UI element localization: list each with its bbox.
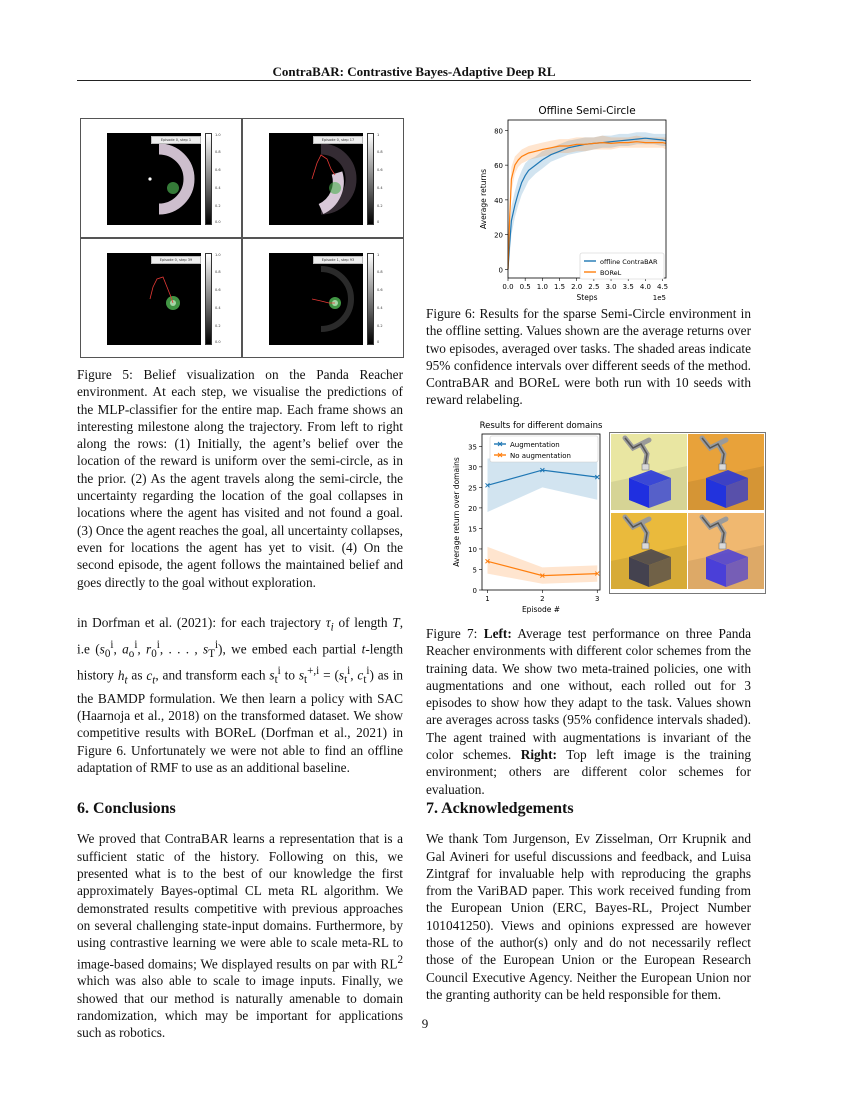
x-axis-label: Episode # (521, 605, 561, 614)
y-tick-label: 5 (472, 566, 477, 575)
panel-legend: Episode 1, step 93 (313, 256, 363, 264)
legend-label: BOReL (600, 269, 622, 277)
robot-image-training (611, 434, 687, 510)
x-scale-label: 1e5 (652, 294, 666, 302)
y-tick-label: 60 (494, 162, 503, 171)
cbar-tick: 0.6 (215, 168, 221, 172)
page-number: 9 (421, 1016, 429, 1031)
cbar-tick: 1 (377, 253, 380, 257)
panel-legend: Episode 0, step 17 (313, 136, 363, 144)
x-tick-label: 2.0 (571, 283, 583, 291)
y-tick-label: 25 (468, 484, 477, 493)
x-tick-label: 1.5 (553, 283, 566, 291)
belief-map (269, 133, 363, 225)
y-tick-label: 80 (494, 127, 503, 136)
x-tick-label: 2.5 (588, 283, 600, 291)
cbar-tick: 0.0 (215, 340, 221, 344)
cbar-tick: 0.2 (215, 204, 221, 208)
cbar-tick: 0.4 (377, 306, 383, 310)
chart-title: Offline Semi-Circle (538, 105, 636, 117)
cbar-tick: 0.0 (215, 220, 221, 224)
x-tick-label: 3.5 (622, 283, 634, 291)
cbar-tick: 0.8 (215, 270, 221, 274)
robot-gripper (719, 543, 726, 549)
y-tick-label: 20 (494, 231, 503, 240)
cbar-tick: 0.4 (215, 306, 221, 310)
robot-gripper (642, 464, 649, 470)
colorbar (367, 253, 374, 345)
panel-legend: Episode 0, step 1 (151, 136, 201, 144)
robot-image-eval (688, 513, 764, 589)
robot-gripper (642, 543, 649, 549)
conclusions-heading: 6. Conclusions (77, 800, 176, 818)
figure-6-caption (426, 305, 751, 409)
chart-title: Results for different domains (479, 421, 603, 431)
legend-label: Augmentation (510, 441, 560, 449)
robot-scene (611, 434, 687, 510)
y-tick-label: 35 (468, 443, 477, 452)
cbar-tick: 0.6 (377, 168, 383, 172)
figure-7-caption (426, 625, 751, 798)
cbar-tick: 0.8 (377, 150, 383, 154)
belief-map (107, 253, 201, 345)
y-tick-label: 0 (498, 266, 503, 275)
cbar-tick: 0 (377, 340, 380, 344)
cbar-tick: 0.6 (215, 288, 221, 292)
running-header: ContraBAR: Contrastive Bayes-Adaptive Deep RL (272, 64, 556, 79)
robot-scene (688, 513, 764, 589)
belief-panel-3 (80, 238, 242, 358)
caption-text: Figure 6: Results for the sparse Semi-Circle environment in the offline setting. Values shown are the average returns over two episodes, averaged over tasks. The shaded areas indicate 95% confidence intervals over different seeds of the method. ContraBAR and BOReL were both run with 10 seeds with reward relabeling. (426, 306, 751, 408)
left-body (77, 614, 403, 1041)
acknowledgements-heading: 7. Acknowledgements (426, 800, 574, 817)
x-tick-label: 0.5 (519, 283, 531, 291)
legend-label: No augmentation (510, 452, 571, 460)
y-tick-label: 40 (494, 196, 503, 205)
colorbar (205, 253, 212, 345)
belief-panel-1 (80, 118, 242, 238)
cbar-tick: 0.6 (377, 288, 383, 292)
cbar-tick: 0 (377, 220, 380, 224)
colorbar (367, 133, 374, 225)
y-tick-label: 20 (468, 504, 477, 513)
y-axis-label: Average return over domains (452, 457, 461, 567)
x-tick-label: 1 (485, 595, 490, 603)
offline-semi-circle-chart (478, 102, 678, 302)
cbar-tick: 1 (377, 133, 380, 137)
conclusions-paragraph: We proved that ContraBAR learns a representation that is a sufficient static of the history. Following on this, we presented what is to the best of our knowledge the first approximately Bayes-optimal CL meta RL algorithm. We demonstrated results competitive with previous approaches on several challenging state-input domains. Furthermore, by using contrastive learning we were able to scale meta-RL to image-based domains; We displayed results on par with $RL^2$ which was also able to scale to image inputs. Finally, we showed that our method is naturally amenable to domain randomization, which may be important for applications such as robotics. (77, 831, 403, 1041)
x-tick-label: 4.0 (639, 283, 651, 291)
legend-box (580, 253, 664, 279)
cbar-tick: 1.0 (215, 253, 221, 257)
legend-label: offline ContraBAR (600, 258, 658, 266)
cbar-tick: 0.4 (215, 186, 221, 190)
panel-legend: Episode 0, step 39 (151, 256, 201, 264)
robot-grid (609, 432, 766, 594)
acknowledgements-paragraph: We thank Tom Jurgenson, Ev Zisselman, Orr Krupnik and Gal Avineri for useful discussions and feedback, and Luisa Zintgraf for invaluable help with reproducing the graphs from the VariBAD paper. This work received funding from the European Union (ERC, Bayes-RL, Project Number 101041250). Views and opinions expressed are however those of the author(s) only and do not necessarily reflect those of the European Union or the European Research Council Executive Agency. Neither the European Union nor the granting authority can be held responsible for them. (426, 831, 751, 1002)
cbar-tick: 0.2 (377, 324, 383, 328)
x-tick-label: 2 (540, 595, 545, 603)
cbar-tick: 1.0 (215, 133, 221, 137)
robot-scene (688, 434, 764, 510)
cbar-tick: 0.4 (377, 186, 383, 190)
acknowledgements-section (426, 800, 751, 1003)
y-tick-label: 0 (472, 587, 477, 595)
belief-map (269, 253, 363, 345)
robot-image-eval (611, 513, 687, 589)
caption-text: Figure 5: Belief visualization on the Panda Reacher environment. At each step, we visualise the predictions of the MLP-classifier for the entire map. Each frame shows an interesting milestone along the trajectory. From left to right along the rows: (1) Initially, the agent’s belief over the location of the reward is uniform over the semi-circle, as in the prior. (2) As the agent travels along the semi-circle, the uncertainty regarding the location of the goal collapses in locations where the agent has visited and not found a goal. (3) Once the agent reaches the goal, all uncertainty collapses, even for locations the agent has yet to visit. (4) On the second episode, the agent follows the maintained belief and goes directly to the goal without exploration. (77, 367, 404, 590)
x-tick-label: 4.5 (656, 283, 669, 291)
x-tick-label: 3 (595, 595, 600, 603)
y-axis-label: Average returns (479, 168, 488, 230)
x-tick-label: 0.0 (502, 283, 514, 291)
header-rule (77, 80, 751, 81)
different-domains-chart (450, 420, 606, 616)
cbar-tick: 0.2 (377, 204, 383, 208)
y-tick-label: 30 (468, 463, 477, 472)
caption-text: Figure 7: Left: Average test performance on three Panda Reacher environments with different color schemes from the training data. We show two meta-trained policies, one with augmentations and one without, each rolled out for 3 episodes to show how they adapt to the task. Values shown are averages across tasks (95% confidence intervals shaded). The agent trained with augmentations is invariant of the color schemes. Right: Top left image is the training environment; others are different color schemes for evaluation. (426, 626, 751, 797)
confidence-band (508, 136, 666, 270)
robot-image-eval (688, 434, 764, 510)
offline-paragraph: in Dorfman et al. (2021): for each trajectory $\tau_i$ of length T, i.e ($s_0^i$, $a_o^i$, $r_0^i$, . . . , $s_T^i$), we embed each partial t-length history $h_t$ as $c_t$, and transform each $s_t^i$ to $s_t^{+,i} = (s_t^i$, $c_t^i$) as in the BAMDP formulation. We then learn a policy with SAC (Haarnoja et al., 2018) on the transformed dataset. We show competitive results with BOReL (Dorfman et al., 2021) in Figure 6. Unfortunately we were not able to find an offline adaptation of RMF to use as an additional baseline. (77, 615, 404, 775)
cbar-tick: 0.8 (215, 150, 221, 154)
y-tick-label: 10 (468, 545, 477, 554)
belief-panel-4 (242, 238, 404, 358)
x-tick-label: 3.0 (605, 283, 617, 291)
x-tick-label: 1.0 (536, 283, 548, 291)
y-tick-label: 15 (468, 525, 477, 534)
cbar-tick: 0.8 (377, 270, 383, 274)
colorbar (205, 133, 212, 225)
belief-map (107, 133, 201, 225)
belief-panel-2 (242, 118, 404, 238)
figure-5-caption (77, 366, 403, 591)
robot-gripper (719, 464, 726, 470)
cbar-tick: 0.2 (215, 324, 221, 328)
robot-scene (611, 513, 687, 589)
x-axis-label: Steps (576, 293, 598, 302)
